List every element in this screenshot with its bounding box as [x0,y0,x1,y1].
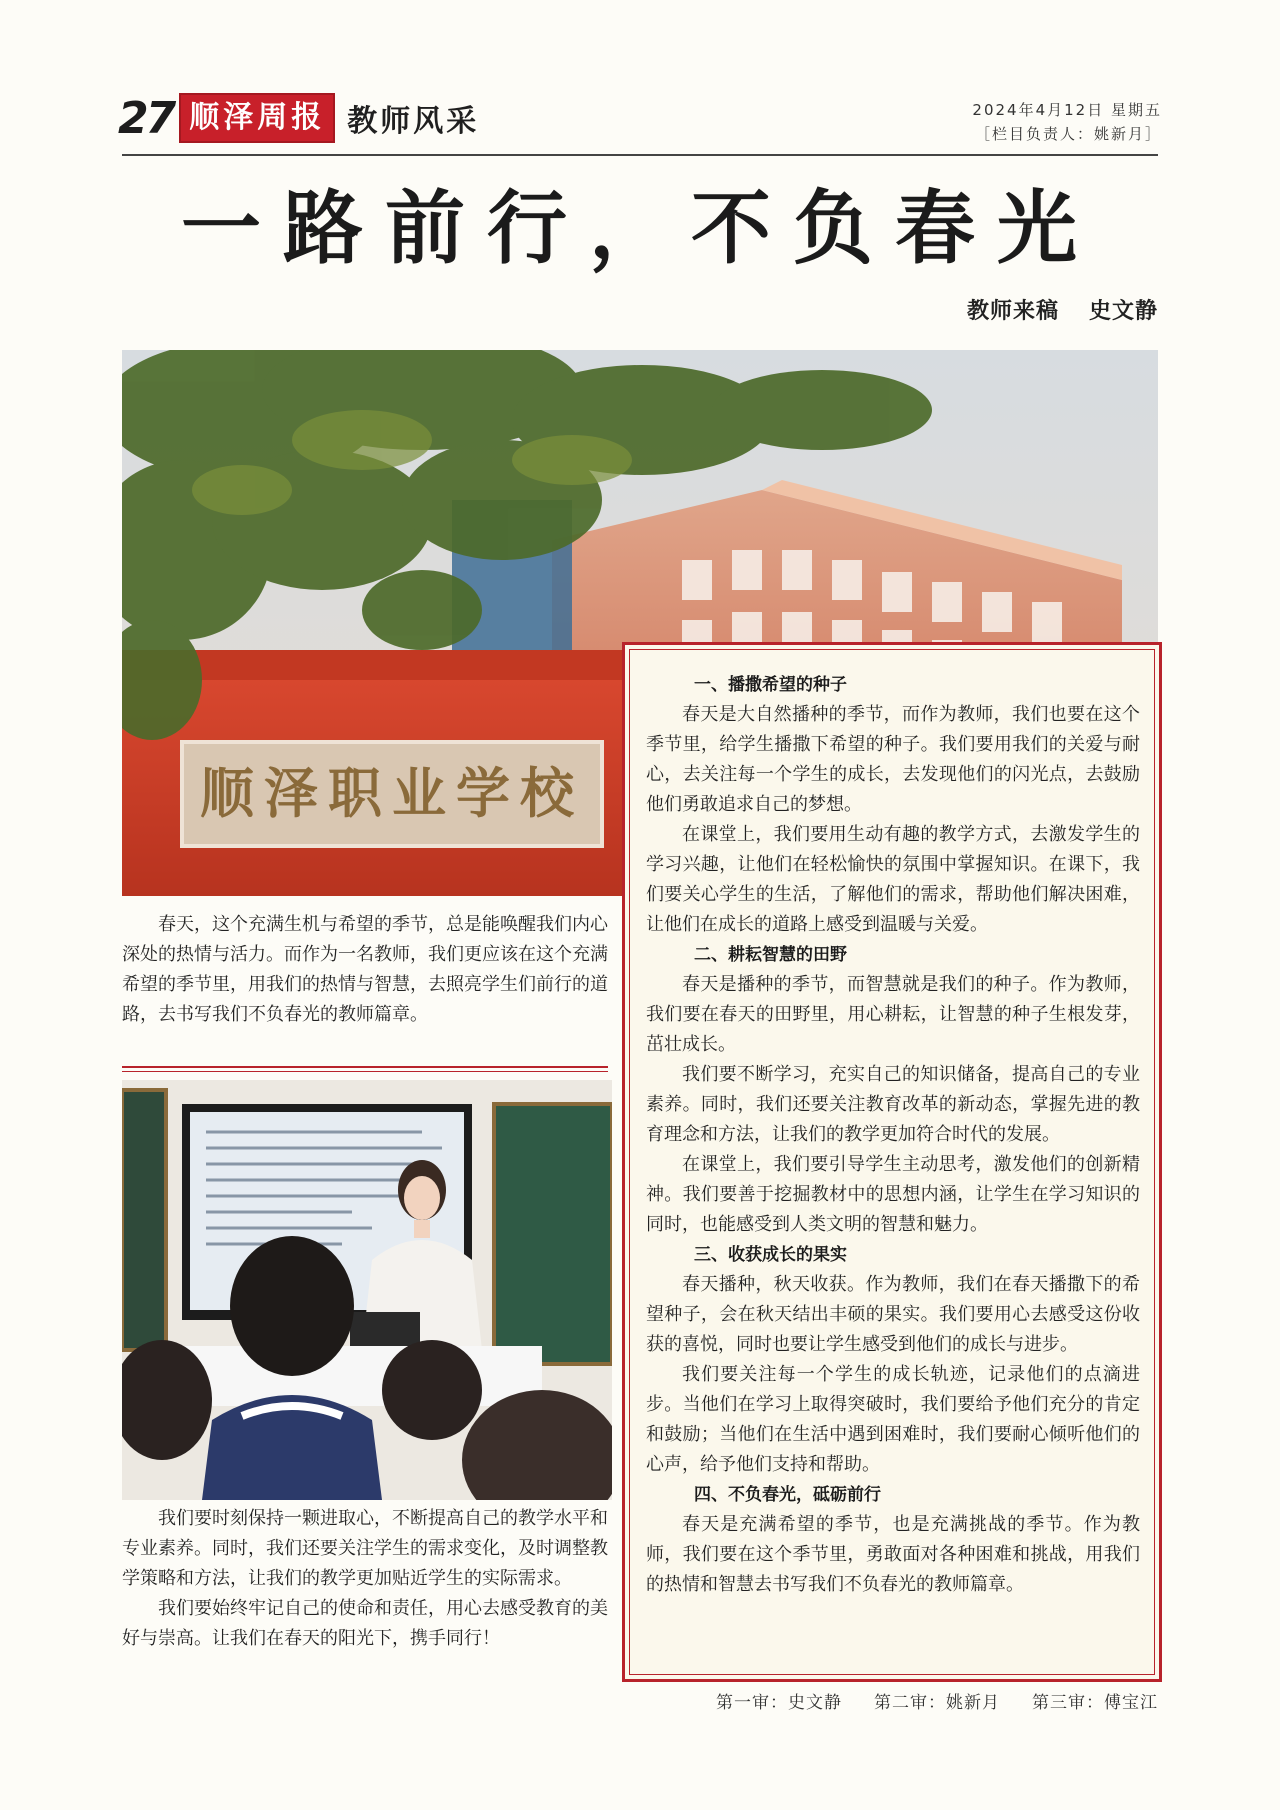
classroom-photo [122,1080,612,1500]
section-3-heading: 三、收获成长的果实 [694,1245,847,1265]
section-1-paragraph-2: 在课堂上，我们要用生动有趣的教学方式，去激发学生的学习兴趣，让他们在轻松愉快的氛围中掌握知识。在课下，我们要关心学生的生活，了解他们的需求，帮助他们解决困难，让他们在成长的道路上感受到温暖与关爱。 [646,824,1140,935]
first-reviewer: 第一审：史文静 [716,1693,842,1713]
issue-date: 2024年4月12日 星期五 [972,101,1162,119]
article-frame [622,642,1162,1682]
header-divider [122,154,1158,156]
byline-author: 史文静 [1088,299,1158,324]
byline-source: 教师来稿 [966,299,1059,324]
review-credits [716,1688,1158,1713]
section-divider [122,1066,608,1072]
section-name: 教师风采 [347,104,480,139]
second-reviewer: 第二审：姚新月 [874,1693,1000,1713]
intro-paragraph: 春天，这个充满生机与希望的季节，总是能唤醒我们内心深处的热情与活力。而作为一名教师，我们更应该在这个充满希望的季节里，用我们的热情与智慧，去照亮学生们前行的道路，去书写我们不负春光的教师篇章。 [122,914,608,1025]
section-4-paragraph-1: 春天是充满希望的季节，也是充满挑战的季节。作为教师，我们要在这个季节里，勇敢面对各种困难和挑战，用我们的热情和智慧去书写我们不负春光的教师篇章。 [646,1514,1140,1595]
section-3-paragraph-1: 春天播种，秋天收获。作为教师，我们在春天播撒下的希望种子，会在秋天结出丰硕的果实。我们要用心去感受这份收获的喜悦，同时也要让学生感受到他们的成长与进步。 [646,1274,1140,1355]
section-2-paragraph-3: 在课堂上，我们要引导学生主动思考，激发他们的创新精神。我们要善于挖掘教材中的思想内涵，让学生在学习知识的同时，也能感受到人类文明的智慧和魅力。 [646,1154,1140,1235]
section-1-heading: 一、播撒希望的种子 [694,675,847,695]
school-sign: 顺泽职业学校 [200,761,584,825]
masthead [118,92,479,144]
column-editor: ［栏目负责人：姚新月］ [974,125,1162,143]
closing-paragraph-1: 我们要时刻保持一颗进取心，不断提高自己的教学水平和专业素养。同时，我们还要关注学生的需求变化，及时调整教学策略和方法，让我们的教学更加贴近学生的实际需求。 [122,1508,608,1589]
newspaper-logo: 顺泽周报 [179,93,335,143]
date-block [972,98,1162,146]
third-reviewer: 第三审：傅宝江 [1032,1693,1158,1713]
article-headline: 一路前行，不负春光 [181,181,1099,275]
section-2-paragraph-1: 春天是播种的季节，而智慧就是我们的种子。作为教师，我们要在春天的田野里，用心耕耘，让智慧的种子生根发芽，茁壮成长。 [646,974,1140,1055]
closing-paragraph-2: 我们要始终牢记自己的使命和责任，用心去感受教育的美好与崇高。让我们在春天的阳光下，携手同行！ [122,1598,608,1649]
section-2-heading: 二、耕耘智慧的田野 [694,945,847,965]
page-number: 27 [118,92,174,144]
article-frame-content [629,649,1155,1675]
section-4-heading: 四、不负春光，砥砺前行 [694,1485,881,1505]
section-1-paragraph-1: 春天是大自然播种的季节，而作为教师，我们也要在这个季节里，给学生播撒下希望的种子。我们要用我们的关爱与耐心，去关注每一个学生的成长，去发现他们的闪光点，去鼓励他们勇敢追求自己的梦想。 [646,704,1140,815]
byline [967,294,1158,325]
section-3-paragraph-2: 我们要关注每一个学生的成长轨迹，记录他们的点滴进步。当他们在学习上取得突破时，我们要给予他们充分的肯定和鼓励；当他们在生活中遇到困难时，我们要耐心倾听他们的心声，给予他们支持和帮助。 [646,1364,1140,1475]
section-2-paragraph-2: 我们要不断学习，充实自己的知识储备，提高自己的专业素养。同时，我们还要关注教育改革的新动态，掌握先进的教育理念和方法，让我们的教学更加符合时代的发展。 [646,1064,1140,1145]
closing-text [122,1504,608,1654]
